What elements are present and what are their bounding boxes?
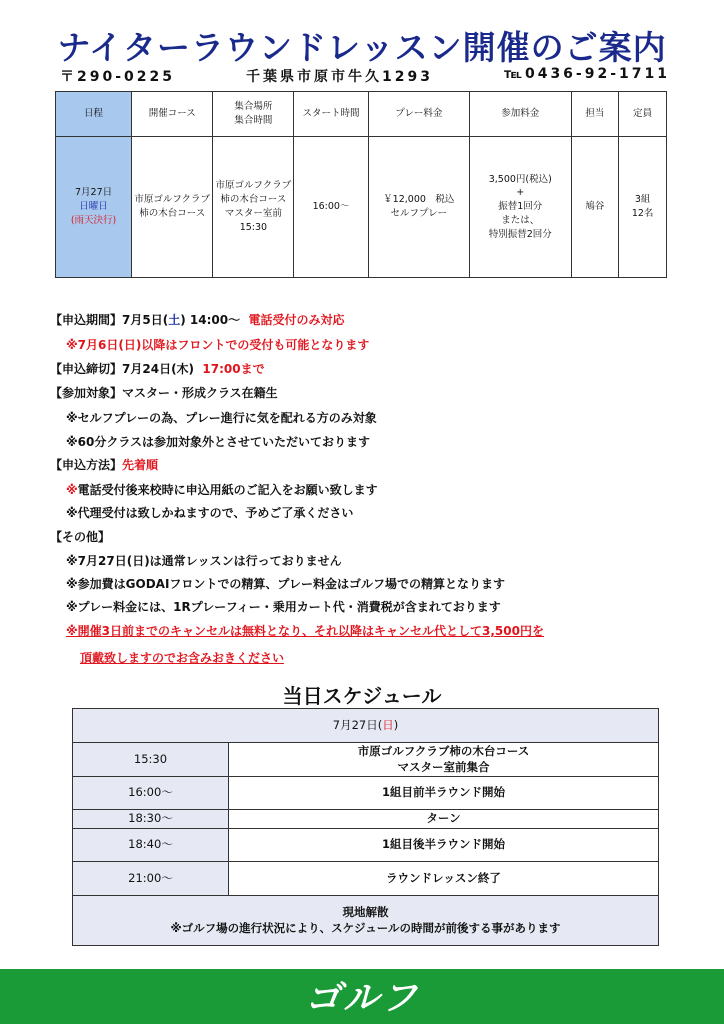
schedule-title: 当日スケジュール (282, 684, 442, 708)
table-body-row (56, 137, 667, 278)
header-play-fee: プレー料金 (368, 92, 469, 137)
page-title: ナイターラウンドレッスン開催のご案内 (57, 28, 667, 67)
cell-staff: 鳩谷 (571, 137, 619, 278)
schedule-time: 16:00～ (73, 777, 229, 810)
header-capacity: 定員 (619, 92, 667, 137)
schedule-disclaimer: ※ゴルフ場の進行状況により、スケジュールの時間が前後する事があります (170, 920, 561, 935)
schedule-time: 21:00～ (73, 862, 229, 896)
event-info-table (55, 91, 667, 278)
date-rain-note: (雨天決行) (70, 214, 117, 226)
schedule-date: 7月27日(日) (73, 709, 659, 743)
schedule-date-row (73, 709, 659, 743)
schedule-row (73, 777, 659, 810)
header-entry-fee: 参加料金 (470, 92, 571, 137)
schedule-row (73, 829, 659, 862)
note-other: 【その他】 (50, 530, 111, 544)
note-method-detail-2: ※代理受付は致しかねますので、予めご了承ください (66, 506, 354, 520)
note-target: 【参加対象】マスター・形成クラス在籍生 (50, 386, 278, 400)
date-weekday: 日曜日 (79, 201, 108, 213)
cell-start-time: 16:00～ (294, 137, 368, 278)
phone-number: ℡0436-92-1711 (504, 66, 670, 82)
schedule-event: ターン (229, 810, 659, 829)
cell-date (56, 137, 132, 278)
cell-meeting: 市原ゴルフクラブ 柿の木台コース マスター室前 15:30 (213, 137, 294, 278)
cell-course: 市原ゴルフクラブ 柿の木台コース (132, 137, 213, 278)
note-cancel-policy: ※開催3日前までのキャンセルは無料となり、それ以降はキャンセル代として3,500円を (66, 624, 544, 638)
note-cancel-policy-cont: 頂戴致しますのでお含みおきください (80, 651, 285, 665)
schedule-row (73, 810, 659, 829)
note-method: 【申込方法】先着順 (50, 458, 159, 472)
date-day: 7月27日 (74, 187, 113, 199)
schedule-table (72, 708, 659, 946)
schedule-row (73, 862, 659, 896)
schedule-footer (73, 896, 659, 946)
note-other-1: ※7月27日(日)は通常レッスンは行っておりません (66, 554, 342, 568)
cell-capacity: 3組 12名 (619, 137, 667, 278)
table-header-row (56, 92, 667, 137)
schedule-event: 1組目後半ラウンド開始 (229, 829, 659, 862)
note-other-3: ※プレー料金には、1Rプレーフィー・乗用カート代・消費税が含まれております (66, 600, 501, 614)
cell-entry-fee: 3,500円(税込) + 振替1回分 または、 特別振替2回分 (470, 137, 571, 278)
note-deadline: 【申込締切】7月24日(木) 17:00まで (50, 362, 265, 376)
cell-play-fee: ￥12,000 税込 セルフプレー (368, 137, 469, 278)
header-date: 日程 (56, 92, 132, 137)
schedule-row (73, 743, 659, 777)
schedule-event: 市原ゴルフクラブ柿の木台コース マスター室前集合 (229, 743, 659, 777)
address-location: 千葉県市原市牛久1293 (246, 69, 433, 85)
schedule-footer-row (73, 896, 659, 946)
schedule-event: ラウンドレッスン終了 (229, 862, 659, 896)
postal-code: 〒290-0225 (60, 69, 175, 85)
schedule-event: 1組目前半ラウンド開始 (229, 777, 659, 810)
schedule-dismissal: 現地解散 (342, 905, 389, 920)
address-line (60, 66, 670, 86)
header-meeting: 集合場所 集合時間 (213, 92, 294, 137)
header-start-time: スタート時間 (294, 92, 368, 137)
schedule-time: 18:30～ (73, 810, 229, 829)
brand-logo: ゴルフ (304, 978, 419, 1019)
header-staff: 担当 (571, 92, 619, 137)
note-target-detail-1: ※セルフプレーの為、プレー進行に気を配れる方のみ対象 (66, 411, 377, 425)
schedule-time: 15:30 (73, 743, 229, 777)
note-target-detail-2: ※60分クラスは参加対象外とさせていただいております (66, 435, 371, 449)
note-other-2: ※参加費はGODAIフロントでの精算、プレー料金はゴルフ場での精算となります (66, 577, 505, 591)
note-period-detail: ※7月6日(日)以降はフロントでの受付も可能となります (66, 338, 370, 352)
schedule-time: 18:40～ (73, 829, 229, 862)
note-period: 【申込期間】7月5日(土) 14:00～ 電話受付のみ対応 (50, 313, 345, 327)
note-method-detail-1: ※電話受付後来校時に申込用紙のご記入をお願い致します (66, 483, 378, 497)
header-course: 開催コース (132, 92, 213, 137)
